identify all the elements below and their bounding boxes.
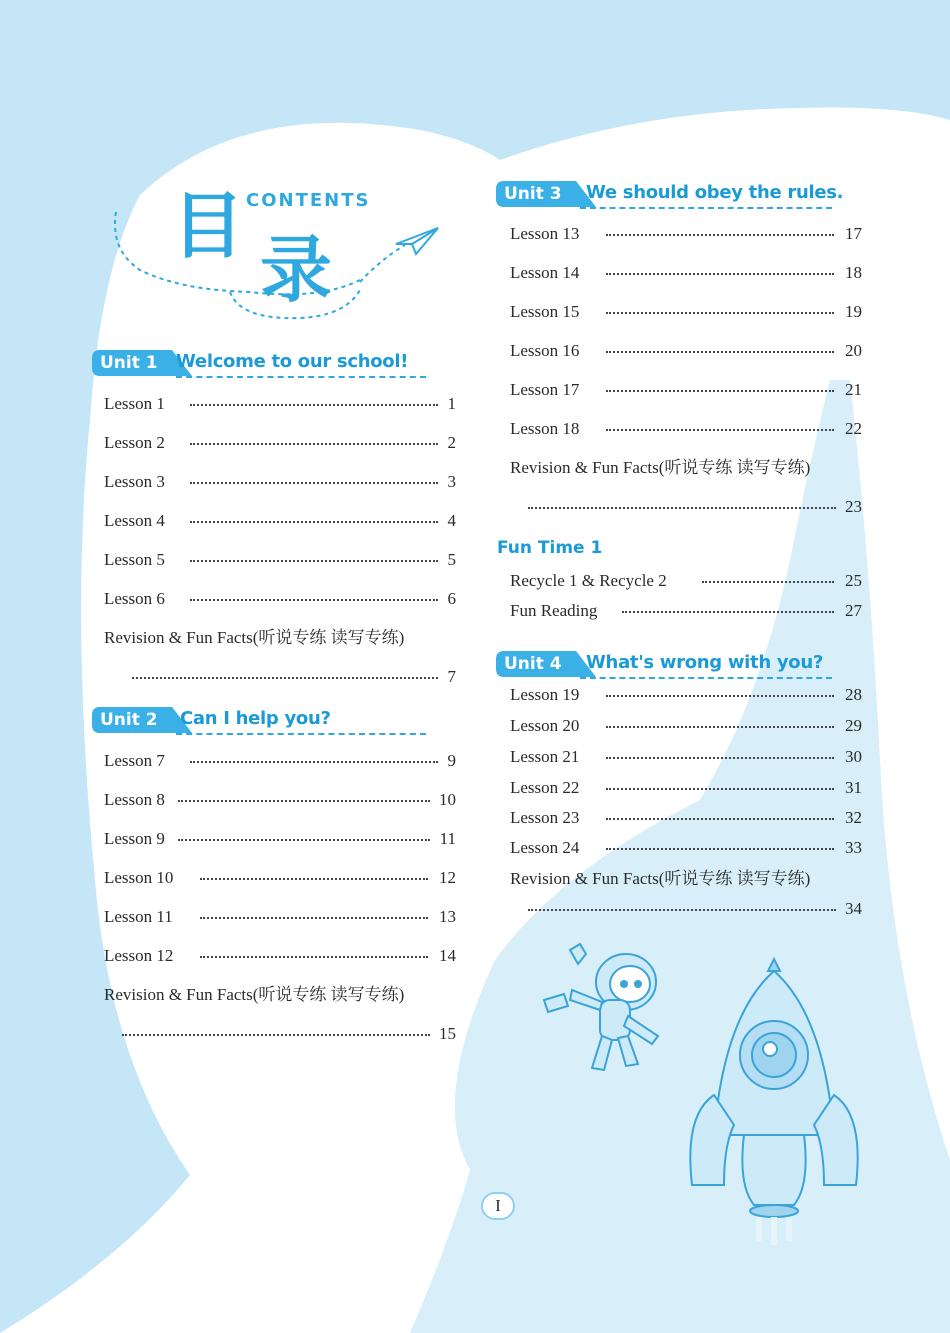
leader-dots (606, 745, 834, 759)
toc-row-unit4-revision[interactable] (510, 867, 864, 891)
unit-1-tag: Unit 1 (100, 353, 158, 373)
toc-label: Lesson 21 (510, 747, 580, 766)
leader-dots (200, 944, 428, 958)
leader-dots (702, 569, 834, 583)
toc-page: 15 (439, 1024, 456, 1043)
toc-page: 7 (447, 667, 456, 686)
title-char-lu: 录 (260, 228, 333, 312)
leader-dots (190, 749, 438, 763)
toc-row-lesson-23[interactable] (510, 806, 864, 830)
leader-dots (190, 548, 438, 562)
toc-page: 12 (439, 868, 456, 887)
toc-row-lesson-8[interactable] (104, 788, 458, 812)
toc-page: 34 (845, 899, 862, 918)
toc-row-unit1-revision-page[interactable] (104, 665, 458, 689)
leader-dots (606, 300, 834, 314)
toc-row-lesson-16[interactable] (510, 339, 864, 363)
toc-label: Lesson 1 (104, 394, 165, 413)
toc-label: Lesson 14 (510, 263, 580, 282)
fun-time-title: Fun Time 1 (497, 538, 603, 558)
toc-label: Lesson 11 (104, 907, 173, 926)
toc-page: 3 (447, 472, 456, 491)
toc-row-lesson-9[interactable] (104, 827, 458, 851)
leader-dots (190, 431, 438, 445)
toc-page: 11 (439, 829, 456, 848)
toc-row-lesson-14[interactable] (510, 261, 864, 285)
toc-page: 28 (845, 685, 862, 704)
leader-dots (528, 897, 836, 911)
toc-page: 9 (447, 751, 456, 770)
toc-label: Recycle 1 & Recycle 2 (510, 571, 667, 590)
leader-dots (606, 714, 834, 728)
unit-4-tag: Unit 4 (504, 654, 562, 674)
unit-1-header (92, 350, 426, 378)
toc-row-unit2-revision-page[interactable] (104, 1022, 458, 1046)
toc-row-lesson-19[interactable] (510, 683, 864, 707)
toc-page: 23 (845, 497, 862, 516)
toc-page: 6 (447, 589, 456, 608)
toc-label: Lesson 24 (510, 838, 580, 857)
toc-row-unit2-revision[interactable] (104, 983, 458, 1007)
rocket-illustration (684, 955, 864, 1245)
leader-dots (528, 495, 836, 509)
page-number: I (481, 1192, 515, 1220)
toc-label: Lesson 5 (104, 550, 165, 569)
astronaut-illustration (540, 940, 680, 1080)
toc-row-lesson-17[interactable] (510, 378, 864, 402)
toc-label: Revision & Fun Facts(听说专练 读写专练) (510, 869, 811, 888)
leader-dots (606, 417, 834, 431)
unit-3-tag: Unit 3 (504, 184, 562, 204)
toc-label: Lesson 22 (510, 778, 580, 797)
leader-dots (178, 827, 430, 841)
toc-label: Lesson 7 (104, 751, 165, 770)
unit-underline (176, 733, 426, 735)
toc-row-lesson-24[interactable] (510, 836, 864, 860)
leader-dots (606, 776, 834, 790)
toc-page: 17 (845, 224, 862, 243)
toc-row-lesson-2[interactable] (104, 431, 458, 455)
leader-dots (190, 587, 438, 601)
toc-row-recycle[interactable] (510, 569, 864, 593)
toc-row-lesson-10[interactable] (104, 866, 458, 890)
toc-label: Lesson 4 (104, 511, 165, 530)
leader-dots (622, 599, 834, 613)
toc-page: 19 (845, 302, 862, 321)
leader-dots (606, 806, 834, 820)
toc-label: Lesson 10 (104, 868, 174, 887)
toc-row-lesson-11[interactable] (104, 905, 458, 929)
contents-label: CONTENTS (246, 190, 371, 211)
toc-row-unit3-revision[interactable] (510, 456, 864, 480)
toc-row-unit4-revision-page[interactable] (510, 897, 864, 921)
leader-dots (606, 378, 834, 392)
toc-row-unit1-revision[interactable] (104, 626, 458, 650)
toc-page: 10 (439, 790, 456, 809)
toc-label: Revision & Fun Facts(听说专练 读写专练) (104, 985, 405, 1004)
unit-3-header (496, 181, 844, 209)
leader-dots (606, 261, 834, 275)
leader-dots (606, 222, 834, 236)
unit-3-title: We should obey the rules. (586, 182, 844, 203)
toc-label: Lesson 16 (510, 341, 580, 360)
toc-page: 13 (439, 907, 456, 926)
leader-dots (132, 665, 438, 679)
toc-label: Lesson 23 (510, 808, 580, 827)
toc-page: 21 (845, 380, 862, 399)
toc-row-lesson-5[interactable] (104, 548, 458, 572)
toc-row-lesson-15[interactable] (510, 300, 864, 324)
toc-page: 31 (845, 778, 862, 797)
toc-label: Lesson 13 (510, 224, 580, 243)
toc-row-unit3-revision-page[interactable] (510, 495, 864, 519)
toc-row-lesson-20[interactable] (510, 714, 864, 738)
unit-underline (580, 207, 832, 209)
toc-label: Lesson 12 (104, 946, 174, 965)
paper-plane-icon (394, 226, 440, 256)
toc-label: Lesson 18 (510, 419, 580, 438)
toc-label: Lesson 20 (510, 716, 580, 735)
unit-2-tag: Unit 2 (100, 710, 158, 730)
leader-dots (200, 866, 428, 880)
leader-dots (190, 392, 438, 406)
toc-row-lesson-6[interactable] (104, 587, 458, 611)
toc-page: 2 (447, 433, 456, 452)
toc-row-lesson-21[interactable] (510, 745, 864, 769)
toc-row-lesson-1[interactable] (104, 392, 458, 416)
toc-row-fun-reading[interactable] (510, 599, 864, 623)
unit-4-title: What's wrong with you? (586, 652, 823, 673)
leader-dots (190, 509, 438, 523)
toc-page: 25 (845, 571, 862, 590)
toc-label: Lesson 2 (104, 433, 165, 452)
toc-page: 33 (845, 838, 862, 857)
toc-page: 22 (845, 419, 862, 438)
toc-label: Revision & Fun Facts(听说专练 读写专练) (510, 458, 811, 477)
toc-label: Fun Reading (510, 601, 598, 620)
toc-row-lesson-12[interactable] (104, 944, 458, 968)
toc-label: Lesson 17 (510, 380, 580, 399)
toc-page: 14 (439, 946, 456, 965)
toc-label: Lesson 8 (104, 790, 165, 809)
leader-dots (606, 836, 834, 850)
toc-label: Lesson 6 (104, 589, 165, 608)
leader-dots (606, 683, 834, 697)
toc-label: Lesson 15 (510, 302, 580, 321)
toc-page: 29 (845, 716, 862, 735)
toc-label: Lesson 19 (510, 685, 580, 704)
toc-page: 32 (845, 808, 862, 827)
toc-label: Lesson 9 (104, 829, 165, 848)
toc-page: 20 (845, 341, 862, 360)
toc-label: Lesson 3 (104, 472, 165, 491)
toc-page: 27 (845, 601, 862, 620)
unit-4-header (496, 651, 832, 679)
unit-2-header (92, 707, 426, 735)
toc-page: 4 (447, 511, 456, 530)
toc-page: 18 (845, 263, 862, 282)
toc-row-lesson-18[interactable] (510, 417, 864, 441)
leader-dots (190, 470, 438, 484)
toc-page: 5 (447, 550, 456, 569)
unit-underline (176, 376, 426, 378)
title-char-mu: 目 (172, 184, 245, 268)
unit-underline (580, 677, 832, 679)
toc-row-lesson-13[interactable] (510, 222, 864, 246)
toc-page: 1 (447, 394, 456, 413)
leader-dots (200, 905, 428, 919)
unit-1-title: Welcome to our school! (176, 351, 409, 372)
leader-dots (178, 788, 430, 802)
toc-row-lesson-22[interactable] (510, 776, 864, 800)
unit-2-title: Can I help you? (180, 708, 331, 729)
toc-row-lesson-4[interactable] (104, 509, 458, 533)
leader-dots (606, 339, 834, 353)
leader-dots (122, 1022, 430, 1036)
toc-row-lesson-7[interactable] (104, 749, 458, 773)
toc-row-lesson-3[interactable] (104, 470, 458, 494)
toc-page: 30 (845, 747, 862, 766)
toc-label: Revision & Fun Facts(听说专练 读写专练) (104, 628, 405, 647)
